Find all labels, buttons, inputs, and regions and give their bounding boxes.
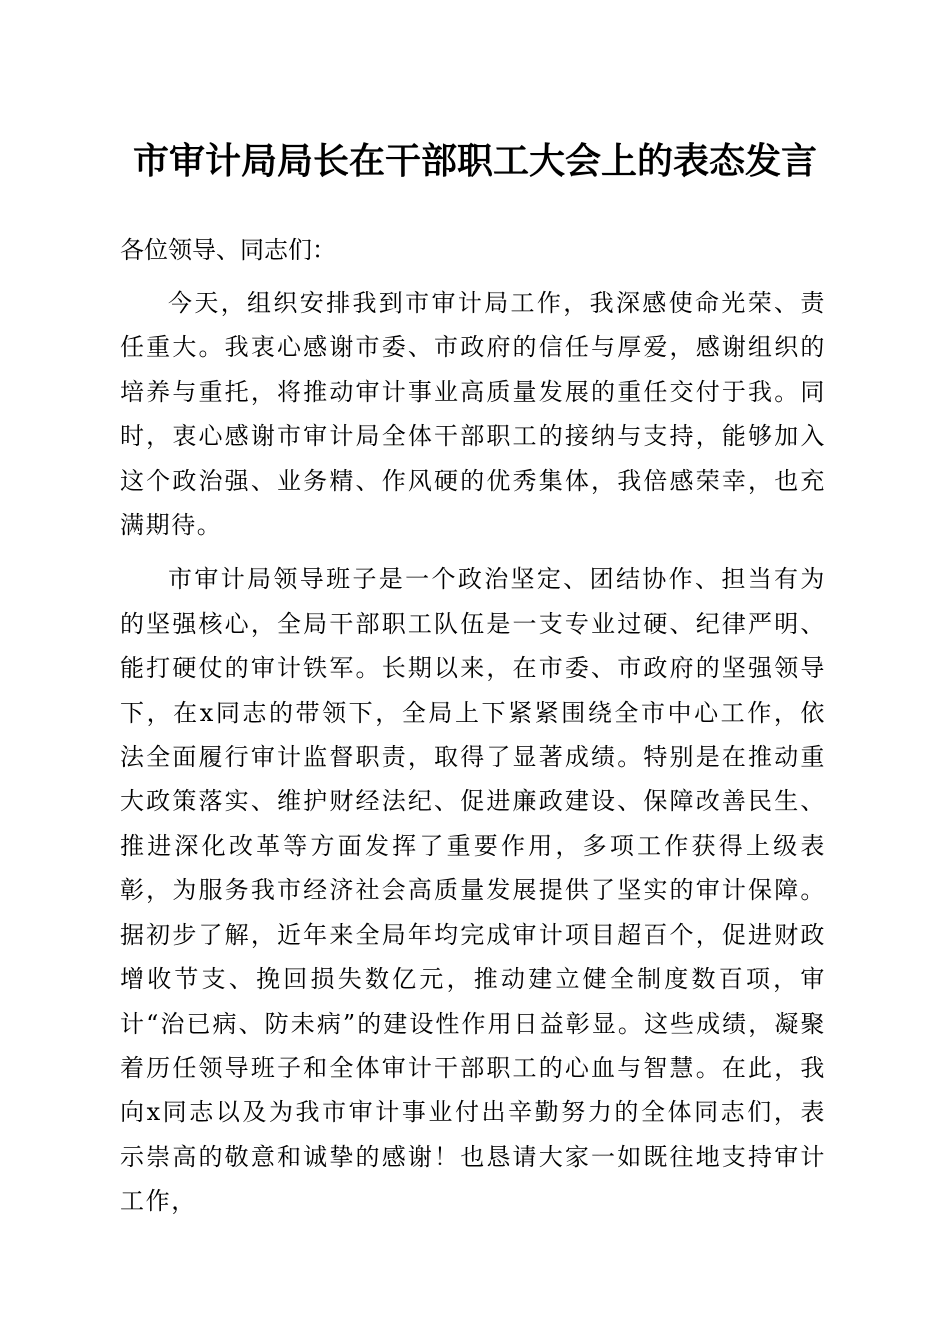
- document-title: 市审计局局长在干部职工大会上的表态发言: [132, 140, 817, 182]
- paragraph-1: 今天，组织安排我到市审计局工作，我深感使命光荣、责任重大。我衷心感谢市委、市政府的信任与厚爱，感谢组织的培养与重托，将推动审计事业高质量发展的重任交付于我。同时，衷心感谢市审计局全体干部职工的接纳与支持，能够加入这个政治强、业务精、作风硬的优秀集体，我倍感荣幸，也充满期待。: [120, 289, 826, 540]
- document-body: [120, 228, 826, 1234]
- paragraph-2: 市审计局领导班子是一个政治坚定、团结协作、担当有为的坚强核心，全局干部职工队伍是一支专业过硬、纪律严明、能打硬仗的审计铁军。长期以来，在市委、市政府的坚强领导下，在x同志的带领下，全局上下紧紧围绕全市中心工作，依法全面履行审计监督职责，取得了显著成绩。特别是在推动重大政策落实、维护财经法纪、促进廉政建设、保障改善民生、推进深化改革等方面发挥了重要作用，多项工作获得上级表彰，为服务我市经济社会高质量发展提供了坚实的审计保障。据初步了解，近年来全局年均完成审计项目超百个，促进财政增收节支、挽回损失数亿元，推动建立健全制度数百项，审计“治已病、防未病”的建设性作用日益彰显。这些成绩，凝聚着历任领导班子和全体审计干部职工的心血与智慧。在此，我向x同志以及为我市审计事业付出辛勤努力的全体同志们，表示崇高的敬意和诚挚的感谢！也恳请大家一如既往地支持审计工作，: [120, 565, 826, 1216]
- salutation: 各位领导、同志们：: [120, 236, 336, 264]
